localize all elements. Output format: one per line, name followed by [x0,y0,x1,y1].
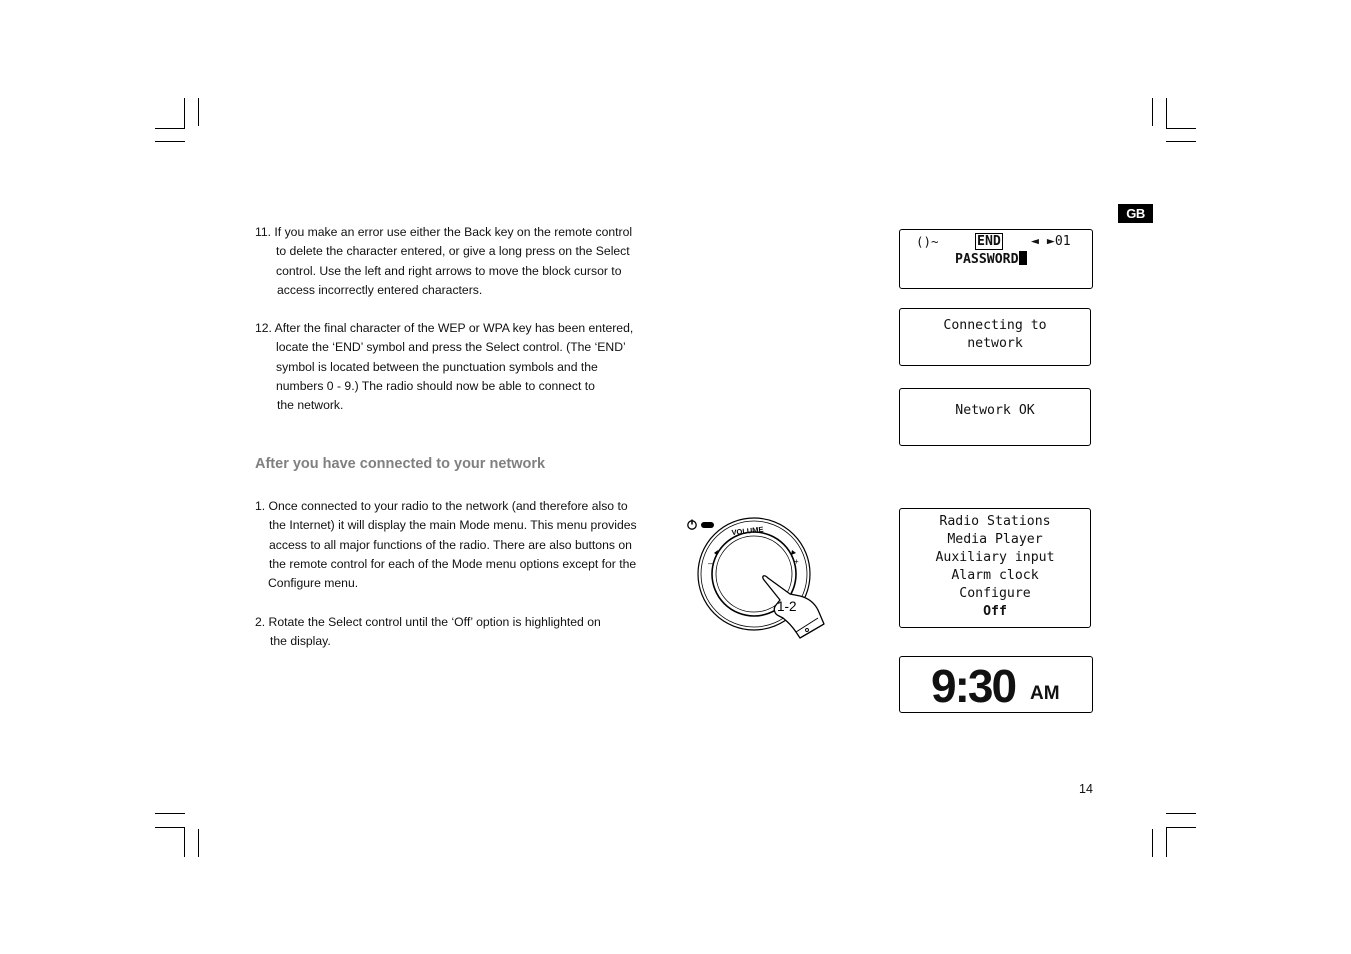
plus-icon: + [794,557,799,566]
step-11-text: 11. If you make an error use either the Back key on the remote control to delete the character entered, or give a long press on the Select control. Use the left and right arrows to move the block cursor to access incorrectly entered characters. [255,225,633,297]
lcd-punctuation-symbols: ()~ [916,234,939,249]
step-1-text: 1. Once connected to your radio to the network (and therefore also to the Internet) it will display the main Mode menu. This menu provides access to all major functions of the radio. There are also buttons on the remote control for each of the Mode menu options except for the Configure menu. [255,499,637,591]
lcd-end-symbol: END [977,234,1001,249]
lcd-connecting [899,308,1091,366]
language-badge: GB [1118,204,1153,223]
menu-item-media-player: Media Player [947,532,1043,547]
dial-ring-label: VOLUME [731,524,764,538]
minus-icon: – [708,559,713,568]
clock-period: AM [1030,683,1060,704]
power-icon [688,520,696,530]
page-number: 14 [1079,782,1093,796]
menu-item-off-selected: Off [983,604,1007,619]
step-12-text: 12. After the final character of the WEP or WPA key has been entered, locate the ‘END’ symbol and press the Select control. (The ‘END’ symbol is located between the punctuation symbols and the numbers 0 - 9.) The radio should now be able to connect to the network. [255,321,634,413]
section-heading: After you have connected to your network [255,456,546,472]
lcd-line: Network OK [955,403,1035,418]
lcd-mode-menu [899,508,1091,628]
callout-label: 1-2 [777,599,797,614]
lcd-password-entry [899,229,1093,289]
lcd-network-ok [899,388,1091,446]
menu-item-radio-stations: Radio Stations [939,514,1051,529]
clock-time: 9:30 [931,660,1016,712]
standby-button-icon [701,522,714,528]
step-2-text: 2. Rotate the Select control until the ‘Off’ option is highlighted on the display. [255,615,601,649]
lcd-clock-display [899,656,1093,713]
block-cursor [1019,251,1027,265]
select-dial-illustration [684,514,829,644]
lcd-line: network [967,336,1023,351]
lcd-line: Connecting to [943,318,1047,333]
menu-item-alarm-clock: Alarm clock [951,568,1039,583]
menu-item-configure: Configure [959,586,1031,601]
menu-item-auxiliary-input: Auxiliary input [935,550,1055,565]
lcd-password-label: PASSWORD [955,252,1019,267]
right-arrow-icon [791,550,796,555]
lcd-cursor-arrows: ◄ ►01 [1031,234,1071,249]
